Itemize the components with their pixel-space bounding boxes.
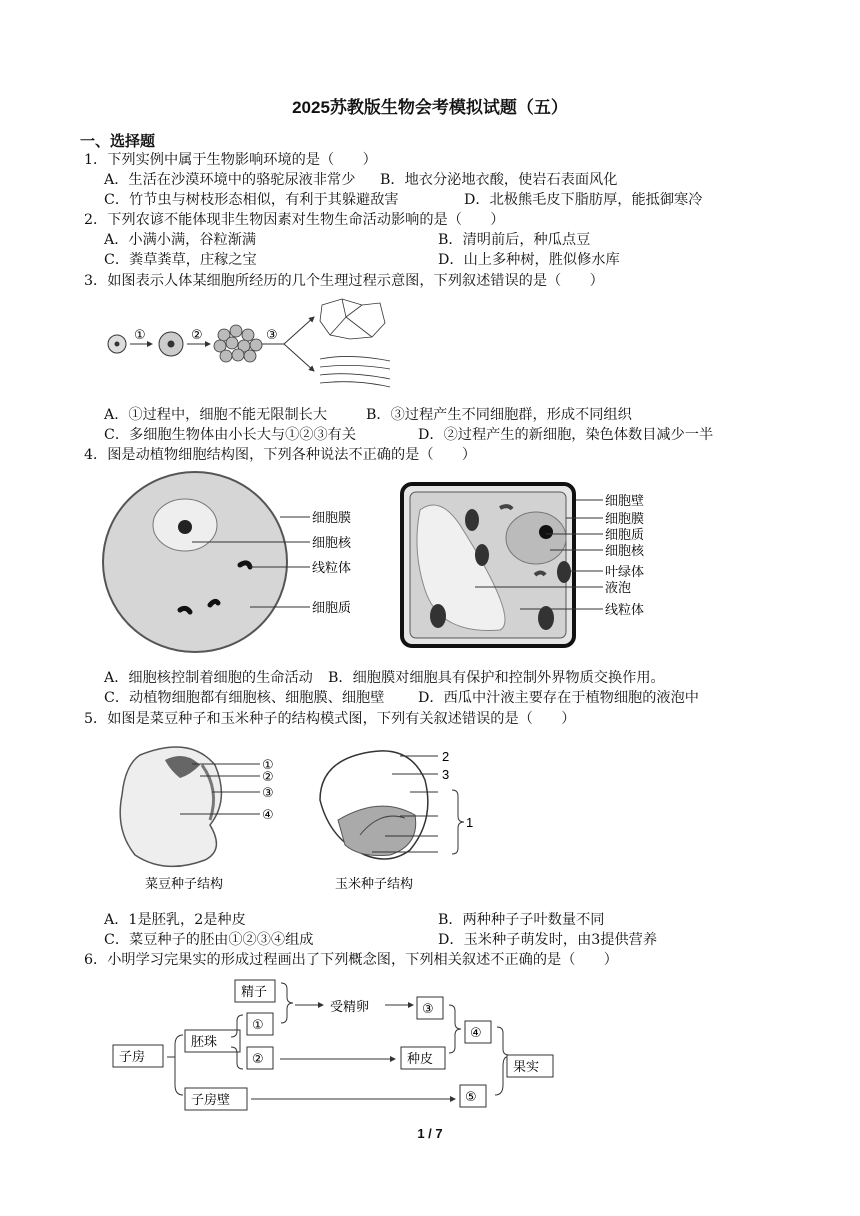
cell-structure-figure: [100, 470, 680, 655]
q5-option-a[interactable]: A．1是胚乳，2是种皮: [104, 912, 246, 928]
animal-cyto-label: 细胞质: [312, 600, 352, 615]
q5-option-b[interactable]: B．两种种子子叶数量不同: [438, 912, 605, 928]
corn-part-1: 1: [466, 815, 474, 830]
animal-membrane-label: 细胞膜: [312, 510, 352, 525]
map-ovule: 胚珠: [191, 1034, 218, 1049]
q3-option-a[interactable]: A．①过程中，细胞不能无限制长大: [104, 407, 328, 423]
bean-part-1: ①: [262, 757, 274, 772]
cell-process-figure: [100, 295, 400, 395]
plant-vacuole-label: 液泡: [605, 580, 632, 595]
q6-stem: 6．小明学习完果实的形成过程画出了下列概念图，下列相关叙述不正确的是（ ）: [84, 952, 618, 968]
q1-option-c[interactable]: C．竹节虫与树枝形态相似，有利于其躲避敌害: [104, 192, 399, 208]
step-2-label: ②: [191, 327, 203, 342]
bean-part-3: ③: [262, 785, 274, 800]
animal-nucleus-label: 细胞核: [312, 535, 352, 550]
seed-structure-figure: [110, 740, 480, 900]
corn-part-3: 3: [442, 767, 450, 782]
q1-option-a[interactable]: A．生活在沙漠环境中的骆驼尿液非常少: [104, 172, 356, 188]
q3-option-b[interactable]: B．③过程产生不同细胞群，形成不同组织: [366, 407, 632, 423]
animal-mito-label: 线粒体: [312, 560, 352, 575]
plant-chloro-label: 叶绿体: [605, 564, 645, 579]
fruit-concept-map: [105, 975, 565, 1115]
q4-option-a[interactable]: A．细胞核控制着细胞的生命活动: [104, 670, 313, 686]
q3-option-c[interactable]: C．多细胞生物体由小长大与①②③有关: [104, 427, 357, 443]
plant-mito-label: 线粒体: [605, 602, 645, 617]
plant-cyto-label: 细胞质: [605, 527, 645, 542]
q4-stem: 4．图是动植物细胞结构图，下列各种说法不正确的是（ ）: [84, 447, 477, 463]
bean-caption: 菜豆种子结构: [145, 876, 224, 891]
map-ovary-wall: 子房壁: [191, 1092, 231, 1107]
plant-membrane-label: 细胞膜: [605, 511, 645, 526]
map-circle-1: ①: [252, 1017, 264, 1032]
q5-option-c[interactable]: C．菜豆种子的胚由①②③④组成: [104, 932, 314, 948]
q4-option-d[interactable]: D．西瓜中汁液主要存在于植物细胞的液泡中: [418, 690, 699, 706]
map-circle-4: ④: [470, 1025, 482, 1040]
corn-caption: 玉米种子结构: [335, 876, 414, 891]
map-zygote: 受精卵: [330, 999, 370, 1014]
q1-option-b[interactable]: B．地衣分泌地衣酸，使岩石表面风化: [380, 172, 618, 188]
q1-option-d[interactable]: D．北极熊毛皮下脂肪厚，能抵御寒冷: [464, 192, 703, 208]
page-number: 1 / 7: [417, 1126, 443, 1141]
map-circle-2: ②: [252, 1051, 264, 1066]
map-sperm: 精子: [241, 984, 268, 999]
plant-nucleus-label: 细胞核: [605, 543, 645, 558]
corn-part-2: 2: [442, 749, 450, 764]
map-seed-coat: 种皮: [407, 1051, 434, 1066]
q2-option-b[interactable]: B．清明前后，种瓜点豆: [438, 232, 591, 248]
map-ovary: 子房: [119, 1049, 146, 1064]
map-circle-3: ③: [422, 1001, 434, 1016]
map-fruit: 果实: [513, 1059, 540, 1074]
page-title: 2025苏教版生物会考模拟试题（五）: [292, 98, 568, 117]
q5-option-d[interactable]: D．玉米种子萌发时，由3提供营养: [438, 932, 658, 948]
bean-part-2: ②: [262, 769, 274, 784]
q4-option-c[interactable]: C．动植物细胞都有细胞核、细胞膜、细胞壁: [104, 690, 385, 706]
q4-option-b[interactable]: B．细胞膜对细胞具有保护和控制外界物质交换作用。: [328, 670, 665, 686]
q2-option-d[interactable]: D．山上多种树，胜似修水库: [438, 252, 620, 268]
step-1-label: ①: [134, 327, 146, 342]
q2-option-a[interactable]: A．小满小满，谷粒渐满: [104, 232, 257, 248]
q1-stem: 1．下列实例中属于生物影响环境的是（ ）: [84, 152, 377, 168]
section-heading: 一、选择题: [80, 133, 156, 150]
q2-option-c[interactable]: C．粪草粪草，庄稼之宝: [104, 252, 257, 268]
plant-wall-label: 细胞壁: [605, 493, 645, 508]
q3-option-d[interactable]: D．②过程产生的新细胞，染色体数目减少一半: [418, 427, 714, 443]
q2-stem: 2．下列农谚不能体现非生物因素对生物生命活动影响的是（ ）: [84, 212, 505, 228]
map-circle-5: ⑤: [465, 1089, 477, 1104]
q3-stem: 3．如图表示人体某细胞所经历的几个生理过程示意图，下列叙述错误的是（ ）: [84, 273, 604, 289]
q5-stem: 5．如图是菜豆种子和玉米种子的结构模式图，下列有关叙述错误的是（ ）: [84, 711, 576, 727]
bean-part-4: ④: [262, 807, 274, 822]
step-3-label: ③: [266, 327, 278, 342]
